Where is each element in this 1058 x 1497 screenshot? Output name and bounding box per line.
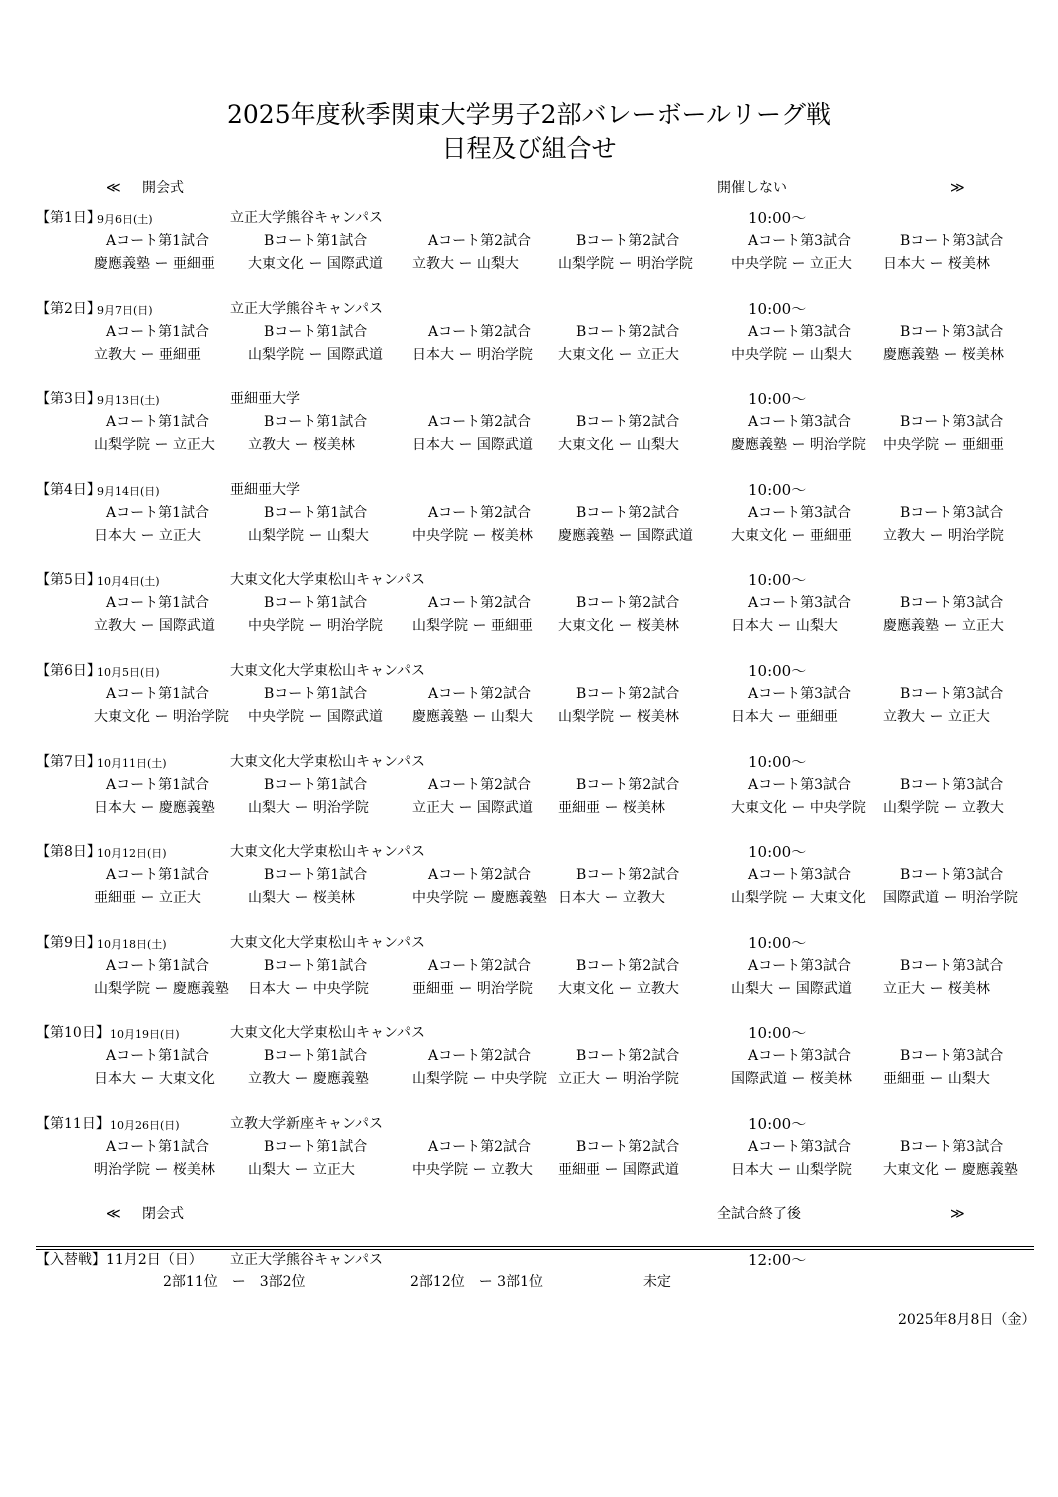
day-start-time: 10:00～ (748, 481, 807, 499)
match-pairing: 大東文化 ー 亜細亜 (731, 528, 852, 544)
court-header: Aコート第2試合 (428, 958, 532, 974)
court-header: Aコート第3試合 (748, 777, 852, 793)
court-header: Bコート第1試合 (264, 414, 368, 430)
court-header: Aコート第3試合 (748, 958, 852, 974)
match-pairing: 日本大 ー 桜美林 (883, 256, 990, 272)
court-header: Aコート第2試合 (428, 686, 532, 702)
day-start-time: 10:00～ (748, 662, 807, 680)
court-header: Bコート第1試合 (264, 324, 368, 340)
court-header: Bコート第1試合 (264, 1048, 368, 1064)
playoff-venue: 立正大学熊谷キャンパス (230, 1252, 384, 1268)
match-pairing: 中央学院 ー 慶應義塾 (412, 890, 547, 906)
match-pairing: 山梨学院 ー 慶應義塾 (94, 981, 229, 997)
court-header: Bコート第3試合 (900, 867, 1004, 883)
court-header: Aコート第1試合 (106, 777, 210, 793)
closing-mark-left: ≪ (106, 1206, 121, 1222)
playoff-date: 11月2日（日） (106, 1252, 203, 1268)
match-pairing: 大東文化 ー 中央学院 (731, 800, 866, 816)
court-header: Aコート第1試合 (106, 1048, 210, 1064)
match-pairing: 立正大 ー 明治学院 (558, 1071, 679, 1087)
day-date: 10月19日(日) (110, 1028, 180, 1041)
match-pairing: 亜細亜 ー 桜美林 (558, 800, 665, 816)
court-header: Aコート第1試合 (106, 686, 210, 702)
match-pairing: 日本大 ー 慶應義塾 (94, 800, 215, 816)
match-pairing: 国際武道 ー 明治学院 (883, 890, 1018, 906)
match-pairing: 大東文化 ー 慶應義塾 (883, 1162, 1018, 1178)
court-header: Aコート第3試合 (748, 414, 852, 430)
match-pairing: 立教大 ー 山梨大 (412, 256, 519, 272)
match-pairing: 中央学院 ー 桜美林 (412, 528, 533, 544)
match-pairing: 立正大 ー 桜美林 (883, 981, 990, 997)
day-date: 10月18日(土) (97, 938, 167, 951)
playoff-label: 【入替戦】 (36, 1252, 106, 1268)
match-pairing: 明治学院 ー 桜美林 (94, 1162, 215, 1178)
court-header: Bコート第2試合 (576, 414, 680, 430)
court-header: Aコート第1試合 (106, 324, 210, 340)
match-pairing: 立正大 ー 国際武道 (412, 800, 533, 816)
match-pairing: 亜細亜 ー 山梨大 (883, 1071, 990, 1087)
day-start-time: 10:00～ (748, 1115, 807, 1133)
match-pairing: 山梨学院 ー 山梨大 (248, 528, 369, 544)
match-pairing: 山梨学院 ー 国際武道 (248, 347, 383, 363)
day-venue: 大東文化大学東松山キャンパス (230, 663, 426, 679)
match-pairing: 山梨大 ー 立正大 (248, 1162, 355, 1178)
match-pairing: 中央学院 ー 国際武道 (248, 709, 383, 725)
court-header: Bコート第1試合 (264, 867, 368, 883)
day-start-time: 10:00～ (748, 934, 807, 952)
match-pairing: 山梨学院 ー 亜細亜 (412, 618, 533, 634)
day-date: 9月13日(土) (97, 394, 160, 407)
court-header: Bコート第2試合 (576, 958, 680, 974)
court-header: Bコート第3試合 (900, 324, 1004, 340)
match-pairing: 山梨学院 ー 大東文化 (731, 890, 866, 906)
match-pairing: 大東文化 ー 明治学院 (94, 709, 229, 725)
match-pairing: 山梨学院 ー 桜美林 (558, 709, 679, 725)
day-venue: 立正大学熊谷キャンパス (230, 210, 384, 226)
match-pairing: 日本大 ー 立教大 (558, 890, 665, 906)
court-header: Bコート第1試合 (264, 1139, 368, 1155)
match-pairing: 中央学院 ー 立正大 (731, 256, 852, 272)
match-pairing: 国際武道 ー 桜美林 (731, 1071, 852, 1087)
day-start-time: 10:00～ (748, 1024, 807, 1042)
day-date: 9月7日(日) (97, 304, 153, 317)
court-header: Bコート第3試合 (900, 233, 1004, 249)
match-pairing: 山梨大 ー 桜美林 (248, 890, 355, 906)
closing-label: 閉会式 (142, 1206, 184, 1222)
match-pairing: 日本大 ー 国際武道 (412, 437, 533, 453)
match-pairing: 山梨学院 ー 立正大 (94, 437, 215, 453)
court-header: Aコート第1試合 (106, 505, 210, 521)
court-header: Aコート第1試合 (106, 595, 210, 611)
court-header: Bコート第2試合 (576, 505, 680, 521)
day-date: 10月26日(日) (110, 1119, 180, 1132)
match-pairing: 慶應義塾 ー 亜細亜 (94, 256, 215, 272)
day-label: 【第1日】 (36, 210, 101, 226)
court-header: Aコート第3試合 (748, 1139, 852, 1155)
match-pairing: 山梨学院 ー 明治学院 (558, 256, 693, 272)
day-date: 10月12日(日) (97, 847, 167, 860)
court-header: Bコート第2試合 (576, 233, 680, 249)
match-pairing: 慶應義塾 ー 桜美林 (883, 347, 1004, 363)
match-pairing: 中央学院 ー 明治学院 (248, 618, 383, 634)
court-header: Aコート第3試合 (748, 867, 852, 883)
match-pairing: 中央学院 ー 山梨大 (731, 347, 852, 363)
day-venue: 大東文化大学東松山キャンパス (230, 754, 426, 770)
opening-mark-left: ≪ (106, 180, 121, 196)
court-header: Aコート第2試合 (428, 324, 532, 340)
court-header: Bコート第3試合 (900, 1048, 1004, 1064)
court-header: Bコート第2試合 (576, 867, 680, 883)
match-pairing: 立教大 ー 慶應義塾 (248, 1071, 369, 1087)
match-pairing: 日本大 ー 山梨学院 (731, 1162, 852, 1178)
match-pairing: 立教大 ー 明治学院 (883, 528, 1004, 544)
day-start-time: 10:00～ (748, 209, 807, 227)
court-header: Aコート第2試合 (428, 867, 532, 883)
court-header: Aコート第3試合 (748, 324, 852, 340)
match-pairing: 中央学院 ー 立教大 (412, 1162, 533, 1178)
divider-line-top (36, 1246, 1034, 1247)
day-start-time: 10:00～ (748, 300, 807, 318)
match-pairing: 亜細亜 ー 明治学院 (412, 981, 533, 997)
day-label: 【第9日】 (36, 935, 101, 951)
court-header: Aコート第2試合 (428, 414, 532, 430)
match-pairing: 立教大 ー 桜美林 (248, 437, 355, 453)
day-label: 【第2日】 (36, 301, 101, 317)
day-date: 9月6日(土) (97, 213, 153, 226)
court-header: Bコート第1試合 (264, 958, 368, 974)
day-venue: 立教大学新座キャンパス (230, 1116, 384, 1132)
match-pairing: 慶應義塾 ー 立正大 (883, 618, 1004, 634)
court-header: Aコート第1試合 (106, 867, 210, 883)
match-pairing: 山梨学院 ー 中央学院 (412, 1071, 547, 1087)
match-pairing: 大東文化 ー 桜美林 (558, 618, 679, 634)
court-header: Bコート第1試合 (264, 505, 368, 521)
day-date: 10月4日(土) (97, 575, 160, 588)
day-label: 【第10日】 (36, 1025, 110, 1041)
day-label: 【第4日】 (36, 482, 101, 498)
day-label: 【第3日】 (36, 391, 101, 407)
match-pairing: 山梨大 ー 明治学院 (248, 800, 369, 816)
match-pairing: 亜細亜 ー 立正大 (94, 890, 201, 906)
match-pairing: 日本大 ー 大東文化 (94, 1071, 215, 1087)
match-pairing: 日本大 ー 立正大 (94, 528, 201, 544)
match-pairing: 立教大 ー 国際武道 (94, 618, 215, 634)
match-pairing: 慶應義塾 ー 国際武道 (558, 528, 693, 544)
day-venue: 大東文化大学東松山キャンパス (230, 935, 426, 951)
day-venue: 大東文化大学東松山キャンパス (230, 844, 426, 860)
court-header: Bコート第3試合 (900, 777, 1004, 793)
day-venue: 亜細亜大学 (230, 391, 300, 407)
court-header: Aコート第2試合 (428, 1048, 532, 1064)
court-header: Bコート第1試合 (264, 233, 368, 249)
court-header: Bコート第1試合 (264, 777, 368, 793)
match-pairing: 大東文化 ー 立教大 (558, 981, 679, 997)
court-header: Bコート第3試合 (900, 595, 1004, 611)
closing-mark-right: ≫ (950, 1206, 965, 1222)
match-pairing: 日本大 ー 山梨大 (731, 618, 838, 634)
page-title: 2025年度秋季関東大学男子2部バレーボールリーグ戦 (226, 100, 832, 129)
court-header: Aコート第3試合 (748, 505, 852, 521)
day-date: 10月5日(日) (97, 666, 160, 679)
court-header: Bコート第1試合 (264, 595, 368, 611)
match-pairing: 日本大 ー 明治学院 (412, 347, 533, 363)
day-start-time: 10:00～ (748, 753, 807, 771)
court-header: Aコート第1試合 (106, 958, 210, 974)
match-pairing: 大東文化 ー 国際武道 (248, 256, 383, 272)
court-header: Bコート第2試合 (576, 595, 680, 611)
court-header: Bコート第2試合 (576, 1048, 680, 1064)
court-header: Aコート第1試合 (106, 1139, 210, 1155)
issue-date: 2025年8月8日（金） (898, 1312, 1036, 1328)
closing-note: 全試合終了後 (717, 1206, 801, 1222)
court-header: Bコート第2試合 (576, 686, 680, 702)
match-pairing: 慶應義塾 ー 明治学院 (731, 437, 866, 453)
opening-label: 開会式 (142, 180, 184, 196)
day-label: 【第11日】 (36, 1116, 110, 1132)
playoff-status: 未定 (643, 1274, 671, 1290)
match-pairing: 亜細亜 ー 国際武道 (558, 1162, 679, 1178)
day-label: 【第6日】 (36, 663, 101, 679)
match-pairing: 日本大 ー 亜細亜 (731, 709, 838, 725)
day-label: 【第8日】 (36, 844, 101, 860)
day-venue: 大東文化大学東松山キャンパス (230, 572, 426, 588)
divider-line-bottom (36, 1249, 1034, 1250)
playoff-match-2: 2部12位 ー 3部1位 (410, 1274, 543, 1290)
match-pairing: 日本大 ー 中央学院 (248, 981, 369, 997)
court-header: Aコート第3試合 (748, 595, 852, 611)
day-venue: 立正大学熊谷キャンパス (230, 301, 384, 317)
court-header: Aコート第2試合 (428, 595, 532, 611)
match-pairing: 山梨学院 ー 立教大 (883, 800, 1004, 816)
day-venue: 亜細亜大学 (230, 482, 300, 498)
day-date: 9月14日(日) (97, 485, 160, 498)
day-date: 10月11日(土) (97, 757, 167, 770)
court-header: Bコート第3試合 (900, 505, 1004, 521)
court-header: Aコート第2試合 (428, 1139, 532, 1155)
match-pairing: 山梨大 ー 国際武道 (731, 981, 852, 997)
match-pairing: 慶應義塾 ー 山梨大 (412, 709, 533, 725)
court-header: Bコート第1試合 (264, 686, 368, 702)
match-pairing: 大東文化 ー 山梨大 (558, 437, 679, 453)
page-subtitle: 日程及び組合せ (441, 134, 617, 163)
court-header: Bコート第3試合 (900, 958, 1004, 974)
day-start-time: 10:00～ (748, 843, 807, 861)
day-label: 【第5日】 (36, 572, 101, 588)
day-label: 【第7日】 (36, 754, 101, 770)
court-header: Bコート第3試合 (900, 686, 1004, 702)
day-venue: 大東文化大学東松山キャンパス (230, 1025, 426, 1041)
court-header: Bコート第2試合 (576, 324, 680, 340)
opening-mark-right: ≫ (950, 180, 965, 196)
court-header: Aコート第2試合 (428, 233, 532, 249)
court-header: Bコート第2試合 (576, 777, 680, 793)
court-header: Bコート第3試合 (900, 414, 1004, 430)
match-pairing: 中央学院 ー 亜細亜 (883, 437, 1004, 453)
court-header: Aコート第3試合 (748, 686, 852, 702)
court-header: Aコート第1試合 (106, 233, 210, 249)
court-header: Aコート第3試合 (748, 1048, 852, 1064)
playoff-time: 12:00～ (748, 1251, 807, 1269)
match-pairing: 立教大 ー 立正大 (883, 709, 990, 725)
playoff-match-1: 2部11位 ー 3部2位 (163, 1274, 306, 1290)
match-pairing: 立教大 ー 亜細亜 (94, 347, 201, 363)
court-header: Aコート第2試合 (428, 505, 532, 521)
court-header: Aコート第2試合 (428, 777, 532, 793)
match-pairing: 大東文化 ー 立正大 (558, 347, 679, 363)
day-start-time: 10:00～ (748, 390, 807, 408)
court-header: Aコート第1試合 (106, 414, 210, 430)
court-header: Bコート第2試合 (576, 1139, 680, 1155)
court-header: Bコート第3試合 (900, 1139, 1004, 1155)
day-start-time: 10:00～ (748, 571, 807, 589)
opening-note: 開催しない (717, 180, 787, 196)
court-header: Aコート第3試合 (748, 233, 852, 249)
